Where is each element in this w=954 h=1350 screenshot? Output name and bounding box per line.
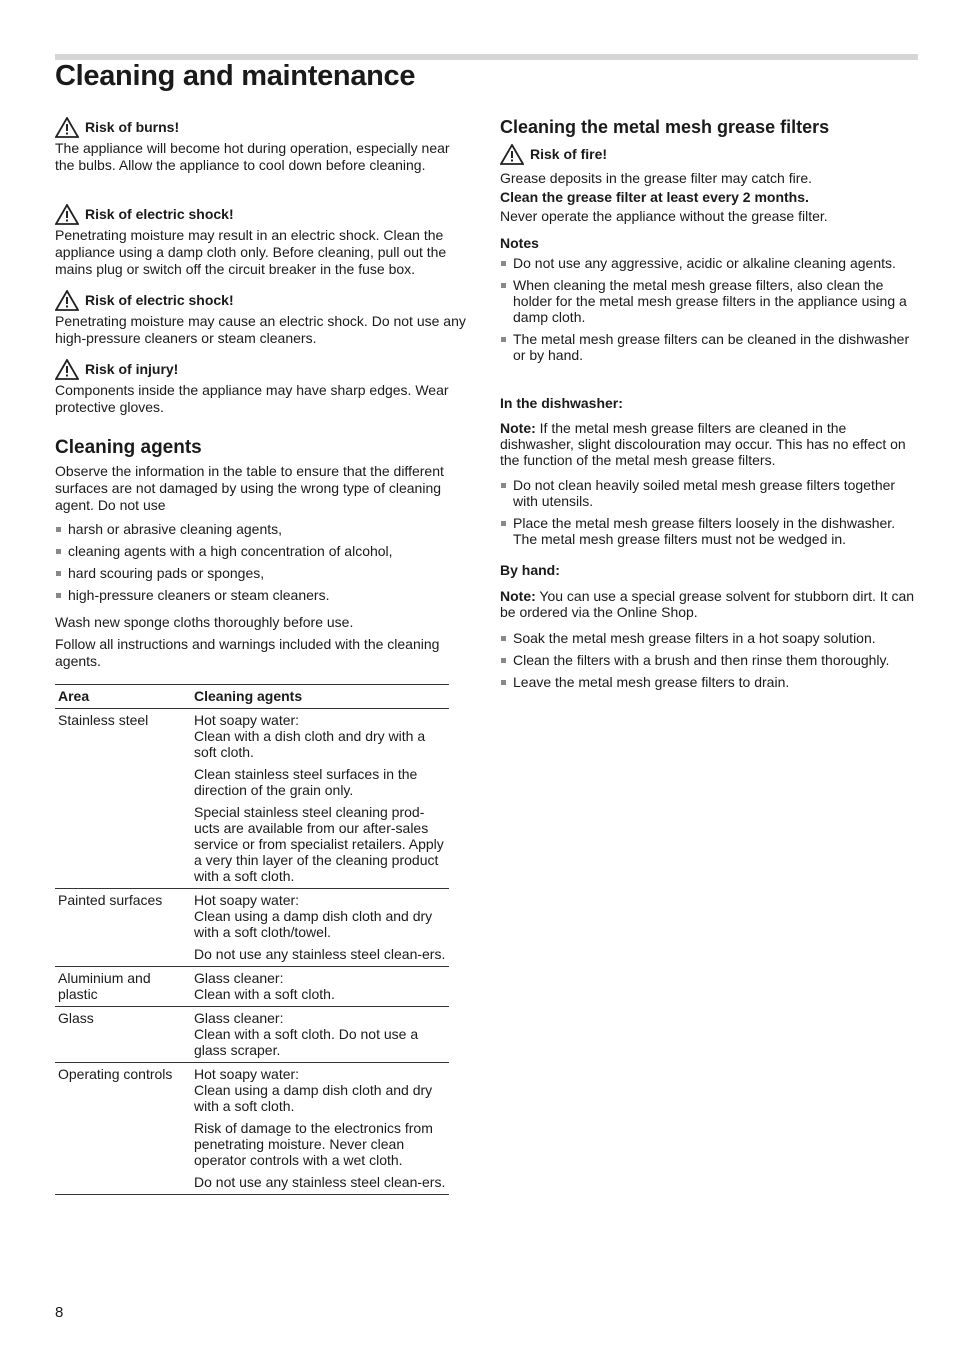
warning-title: Risk of electric shock! [85, 206, 234, 222]
warning-icon [55, 204, 79, 225]
cell-paragraph: Do not use any stainless steel clean-ers. [194, 946, 446, 962]
table-row [55, 889, 449, 967]
area-cell: Painted surfaces [55, 889, 191, 967]
do-not-use-list [55, 521, 470, 603]
warning-title: Risk of injury! [85, 361, 179, 377]
table-header-row [55, 685, 449, 709]
warning-icon [500, 144, 524, 165]
table-row [55, 709, 449, 889]
warning-electric-shock-1 [55, 203, 470, 278]
header-cleaning-agents: Cleaning agents [191, 685, 449, 709]
warning-fire [500, 143, 607, 165]
cell-paragraph: Hot soapy water: Clean with a dish cloth and dry with a soft cloth. [194, 712, 426, 760]
list-item: hard scouring pads or sponges, [55, 565, 470, 581]
warning-icon [55, 359, 79, 380]
cell-paragraph: Hot soapy water: Clean using a damp dish cloth and dry with a soft cloth/towel. [194, 892, 433, 940]
cleaning-agents-table [55, 684, 449, 1195]
warning-text: Penetrating moisture may cause an electric shock. Do not use any high-pressure cleaners or steam cleaners. [55, 313, 466, 346]
cell-paragraph: Risk of damage to the electronics from penetrating moisture. Never clean operator controls with a wet cloth. [194, 1120, 433, 1168]
page-number: 8 [55, 1304, 64, 1321]
follow-text: Follow all instructions and warnings included with the cleaning agents. [55, 636, 440, 669]
wash-text: Wash new sponge cloths thoroughly before use. [55, 614, 354, 630]
list-item: harsh or abrasive cleaning agents, [55, 521, 470, 537]
warning-title: Risk of burns! [85, 119, 180, 135]
area-cell: Glass [55, 1007, 191, 1063]
fire-bold-text: Clean the grease filter at least every 2 months. [500, 189, 809, 205]
cleaning-agents-cell [191, 967, 449, 1007]
by-hand-list [500, 630, 918, 690]
warning-text: Components inside the appliance may have sharp edges. Wear protective gloves. [55, 382, 449, 415]
warning-title: Risk of electric shock! [85, 292, 234, 308]
cleaning-agents-cell [191, 1063, 449, 1195]
by-hand-label: By hand: [500, 562, 560, 578]
page-title: Cleaning and maintenance [55, 60, 416, 92]
dishwasher-label: In the dishwasher: [500, 395, 623, 411]
dishwasher-list [500, 477, 918, 547]
list-item: When cleaning the metal mesh grease filters, also clean the holder for the metal mesh grease filters in the appliance using a damp cloth. [500, 277, 918, 325]
list-item: Do not clean heavily soiled metal mesh grease filters together with utensils. [500, 477, 918, 509]
warning-text: The appliance will become hot during operation, especially near the bulbs. Allow the appliance to cool down before cleaning. [55, 140, 450, 173]
cleaning-agents-intro: Observe the information in the table to ensure that the different surfaces are not damaged by using the wrong type of cleaning agent. Do not use [55, 463, 444, 513]
fire-text: Grease deposits in the grease filter may catch fire. [500, 170, 813, 186]
cell-paragraph: Special stainless steel cleaning prod-ucts are available from our after-sales service or from specialist retailers. Apply a very thin layer of the cleaning product with a soft cloth. [194, 804, 444, 884]
warning-injury [55, 358, 470, 416]
warning-icon [55, 290, 79, 311]
cell-paragraph: Hot soapy water: Clean using a damp dish cloth and dry with a soft cloth. [194, 1066, 433, 1114]
table-row [55, 1063, 449, 1195]
header-area: Area [55, 685, 191, 709]
warning-title: Risk of fire! [530, 146, 608, 162]
table-row [55, 1007, 449, 1063]
table-body [55, 709, 449, 1195]
list-item: The metal mesh grease filters can be cleaned in the dishwasher or by hand. [500, 331, 918, 363]
list-item: Place the metal mesh grease filters loosely in the dishwasher. The metal mesh grease filters must not be wedged in. [500, 515, 918, 547]
cell-paragraph: Glass cleaner: Clean with a soft cloth. Do not use a glass scraper. [194, 1010, 419, 1058]
area-cell: Operating controls [55, 1063, 191, 1195]
list-item: cleaning agents with a high concentration of alcohol, [55, 543, 470, 559]
list-item: Clean the filters with a brush and then rinse them thoroughly. [500, 652, 918, 668]
table-row [55, 967, 449, 1007]
cleaning-agents-cell [191, 1007, 449, 1063]
by-hand-note: Note: You can use a special grease solvent for stubborn dirt. It can be ordered via the Online Shop. [500, 588, 915, 620]
list-item: Do not use any aggressive, acidic or alkaline cleaning agents. [500, 255, 918, 271]
area-cell: Aluminium and plastic [55, 967, 191, 1007]
dishwasher-note: Note: If the metal mesh grease filters are cleaned in the dishwasher, slight discolouration may occur. This has no effect on the function of the metal mesh grease filters. [500, 420, 906, 468]
warning-burns [55, 116, 470, 174]
cleaning-agents-cell [191, 709, 449, 889]
list-item: Leave the metal mesh grease filters to drain. [500, 674, 918, 690]
cleaning-agents-cell [191, 889, 449, 967]
warning-electric-shock-2 [55, 289, 470, 347]
cell-paragraph: Glass cleaner: Clean with a soft cloth. [194, 970, 335, 1002]
cell-paragraph: Do not use any stainless steel clean-ers. [194, 1174, 446, 1190]
cell-paragraph: Clean stainless steel surfaces in the direction of the grain only. [194, 766, 418, 798]
list-item: Soak the metal mesh grease filters in a hot soapy solution. [500, 630, 918, 646]
warning-icon [55, 117, 79, 138]
fire-text-2: Never operate the appliance without the grease filter. [500, 208, 828, 224]
notes-label: Notes [500, 235, 539, 251]
notes-list [500, 255, 918, 363]
grease-filters-heading: Cleaning the metal mesh grease filters [500, 117, 830, 137]
area-cell: Stainless steel [55, 709, 191, 889]
list-item: high-pressure cleaners or steam cleaners. [55, 587, 470, 603]
cleaning-agents-heading: Cleaning agents [55, 437, 202, 458]
warning-text: Penetrating moisture may result in an electric shock. Clean the appliance using a damp cloth only. Before cleaning, pull out the mains plug or switch off the circuit breaker in the fuse box. [55, 227, 447, 277]
